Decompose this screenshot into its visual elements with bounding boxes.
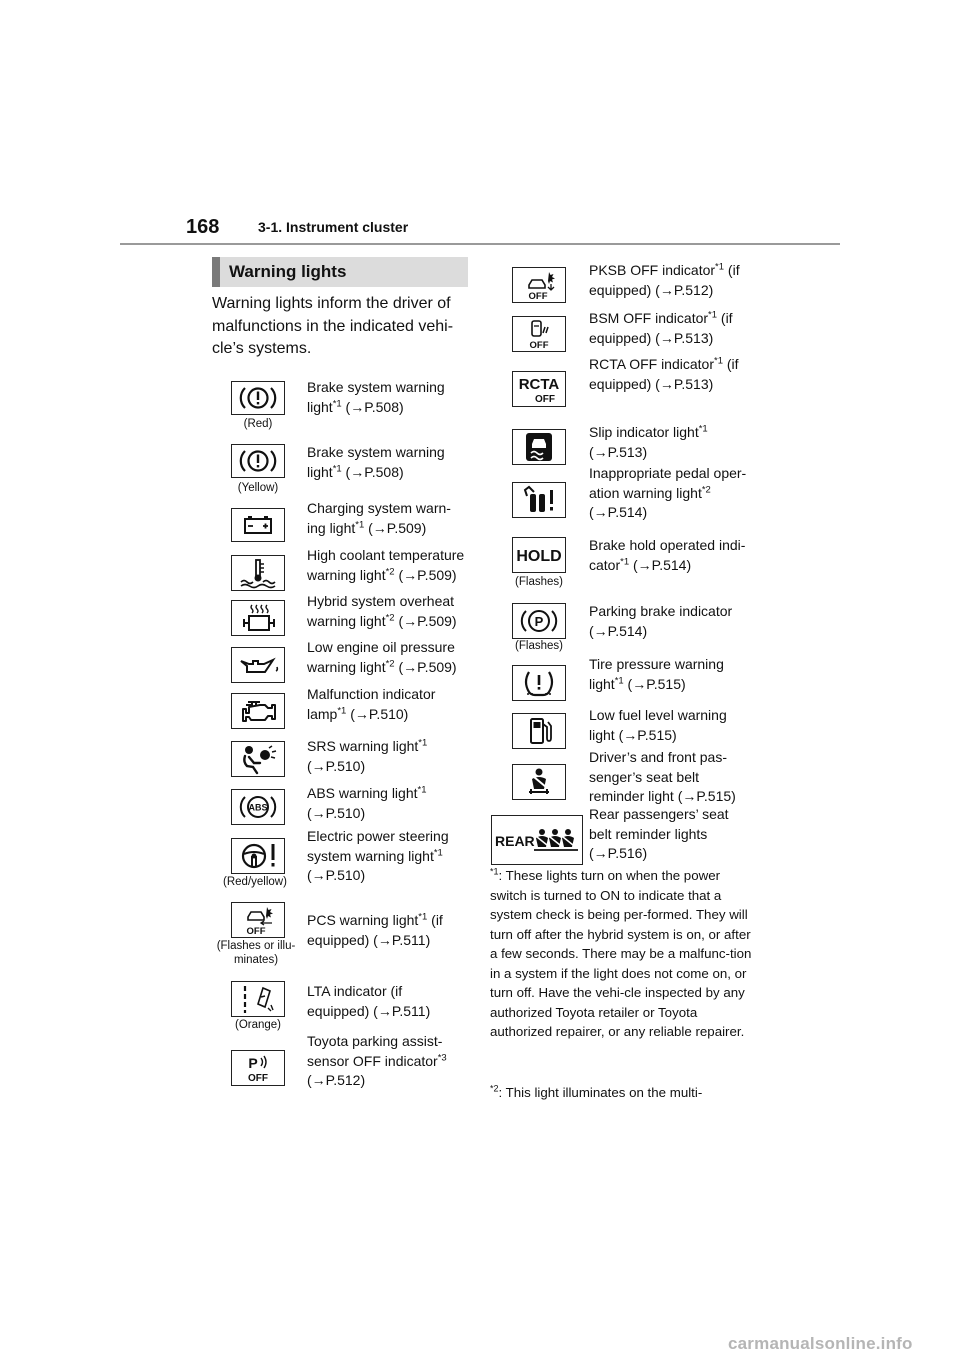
indicator-description: High coolant temperature warning light$^{*2}$ (→P.509): [307, 547, 465, 583]
footnote: [490, 866, 752, 1042]
indicator-description: ABS warning light$^{*1}$ (→P.510): [307, 784, 427, 821]
indicator-description: PCS warning light$^{*1}$ (if equipped) (→P.511): [307, 911, 443, 948]
off-label: OFF: [529, 340, 549, 350]
off-label: OFF: [248, 1073, 268, 1084]
off-label: OFF: [528, 291, 548, 301]
icon-caption: (Flashes): [515, 576, 563, 588]
abs-label: ABS: [248, 802, 268, 813]
abs-icon: [231, 789, 285, 825]
header-rule: [120, 243, 840, 245]
indicator-description: Low engine oil pressure warning light$^{*2}$ (→P.509): [307, 639, 457, 675]
indicator-description: Rear passengers’ seat belt reminder lights (→P.516): [589, 806, 729, 861]
steering-wheel-icon: [231, 838, 285, 874]
indicator-description: LTA indicator (if equipped) (→P.511): [307, 983, 431, 1019]
indicator-description: Slip indicator light$^{*1}$ (→P.513): [589, 423, 708, 460]
rear-label: REAR: [495, 833, 535, 849]
icon-caption: (Orange): [234, 1019, 282, 1031]
rcta-off-icon: [512, 371, 566, 407]
indicator-description: Driver’s and front pas-senger’s seat belt reminder light (→P.515): [589, 749, 736, 804]
hold-label: HOLD: [516, 548, 562, 565]
hybrid-overheat-icon: [231, 600, 285, 636]
off-label: OFF: [246, 926, 266, 936]
brake-system-icon: [231, 444, 285, 478]
tire-pressure-icon: [512, 665, 566, 701]
icon-caption: (Yellow): [237, 482, 279, 494]
footnote-mark: *2: [490, 1083, 499, 1094]
battery-icon: [231, 508, 285, 542]
footnote-text: : These lights turn on when the power switch is turned to ON to indicate that a system check is being per-formed. They will turn off after the hybrid system is on, or after a few seconds. There may be a malfunc-tion in a system if the light does not come on, or turn off. Have the vehi-cle inspected by any authorized Toyota retailer or Toyota authorized repairer, or any reliable repairer.: [490, 868, 752, 1039]
indicator-description: Malfunction indicator lamp$^{*1}$ (→P.510): [307, 686, 436, 722]
engine-icon: [231, 693, 285, 729]
indicator-description: Charging system warn-ing light$^{*1}$ (→P.509): [307, 500, 451, 536]
brake-system-icon: [231, 381, 285, 415]
icon-caption: (Red/yellow): [223, 876, 287, 888]
bsm-off-icon: [512, 316, 566, 352]
indicator-description: Toyota parking assist-sensor OFF indicator$^{*3}$ (→P.512): [307, 1033, 447, 1088]
page-number: 168: [186, 216, 220, 238]
icon-caption: (Red): [243, 418, 273, 430]
parking-assist-off-icon: [231, 1050, 285, 1086]
footnote: [490, 1083, 752, 1103]
p-label: P: [534, 614, 544, 629]
indicator-description: Parking brake indicator (→P.514): [589, 603, 733, 639]
indicator-description: SRS warning light$^{*1}$ (→P.510): [307, 737, 428, 774]
indicator-description: Low fuel level warning light (→P.515): [589, 707, 727, 743]
parking-brake-icon: [512, 603, 566, 639]
fuel-pump-icon: [512, 713, 566, 749]
section-heading: Warning lights: [212, 257, 468, 287]
slip-icon: [512, 429, 566, 465]
footnote-mark: *1: [490, 866, 499, 877]
rcta-label: RCTA: [518, 376, 560, 393]
rear-seat-belt-icon: [491, 815, 583, 865]
coolant-temperature-icon: [231, 555, 285, 591]
indicator-description: Tire pressure warning light$^{*1}$ (→P.515): [589, 656, 724, 692]
oil-can-icon: [231, 647, 285, 683]
indicator-description: BSM OFF indicator$^{*1}$ (if equipped) (→P.513): [589, 309, 733, 346]
indicator-description: PKSB OFF indicator$^{*1}$ (if equipped) (→P.512): [589, 261, 740, 298]
seat-belt-icon: [512, 764, 566, 800]
airbag-icon: [231, 741, 285, 777]
chapter-title: 3-1. Instrument cluster: [258, 219, 409, 235]
p-label: P: [248, 1055, 258, 1071]
icon-caption: (Flashes): [515, 640, 563, 652]
footnote-text: : This light illuminates on the multi-: [498, 1085, 703, 1100]
pksb-off-icon: [512, 267, 566, 303]
lta-icon: [231, 981, 285, 1017]
indicator-description: Brake hold operated indi-cator$^{*1}$ (→P.514): [589, 537, 746, 573]
pedal-warning-icon: [512, 482, 566, 518]
indicator-description: Hybrid system overheat warning light$^{*2}$ (→P.509): [307, 593, 457, 629]
indicator-description: Inappropriate pedal oper-ation warning light$^{*2}$ (→P.514): [589, 465, 747, 520]
watermark: carmanualsonline.info: [728, 1334, 913, 1353]
intro-paragraph: Warning lights inform the driver of malfunctions in the indicated vehi-cle’s systems.: [212, 295, 454, 357]
indicator-description: RCTA OFF indicator$^{*1}$ (if equipped) (→P.513): [589, 355, 739, 392]
indicator-description: Brake system warning light$^{*1}$ (→P.508): [307, 444, 445, 480]
indicator-description: Brake system warning light$^{*1}$ (→P.508): [307, 379, 445, 415]
indicator-description: Electric power steering system warning light$^{*1}$ (→P.510): [307, 828, 449, 883]
off-label: OFF: [535, 394, 555, 405]
hold-icon: [512, 537, 566, 573]
icon-caption: (Flashes or illu-minates): [216, 940, 296, 966]
pcs-off-icon: [231, 902, 285, 938]
